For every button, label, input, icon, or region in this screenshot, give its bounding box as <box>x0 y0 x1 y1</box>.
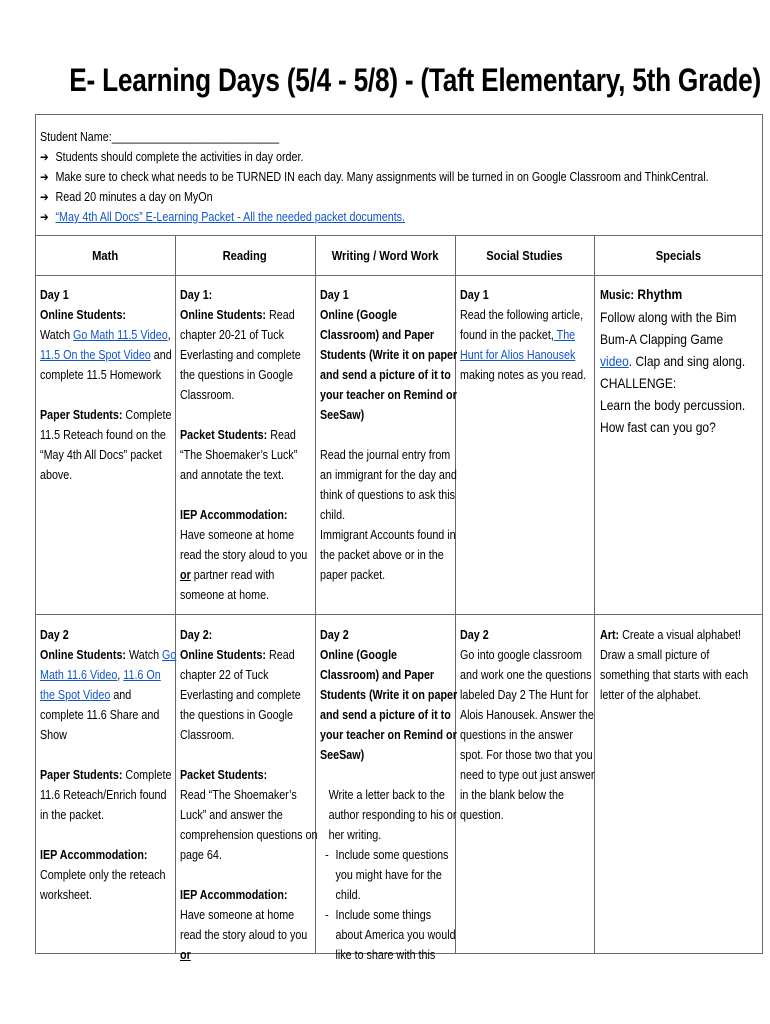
challenge-text: Learn the body percussion. How fast can you go? <box>600 397 746 435</box>
iep-label: IEP Accommodation: <box>40 848 148 862</box>
writing-text: Read the journal entry from an immigrant for the day and think of questions to ask this child. <box>320 448 457 522</box>
online-text: Online Students: Read chapter 20-21 of Tuck Everlasting and complete the questions in Google Classroom. <box>180 308 301 402</box>
writing-bullet: - Include some things about America you would like to share with this <box>320 905 458 965</box>
packet-link[interactable]: “May 4th All Docs” E-Learning Packet - All the needed packet documents. <box>55 210 406 224</box>
day1-writing-cell <box>320 285 480 585</box>
day-label: Day 1 <box>460 288 489 302</box>
arrow-icon: ➔ <box>40 170 49 184</box>
packet-text: Read “The Shoemaker’s Luck” and answer the comprehension questions on page 64. <box>180 788 318 862</box>
online-text: Watch Go Math 11.5 Video, 11.5 On the Spot Video and complete 11.5 Homework <box>40 328 172 382</box>
day-label: Day 1 <box>320 288 349 302</box>
header-specials: Specials <box>655 247 702 263</box>
day1-reading-cell <box>180 285 340 605</box>
packet-label: Packet Students: <box>180 768 268 782</box>
challenge-label: CHALLENGE: <box>600 375 677 391</box>
intro-section <box>40 127 750 227</box>
header-math: Math <box>91 247 119 263</box>
day2-specials-cell <box>600 625 770 705</box>
intro-bullet-text: Make sure to check what needs to be TURNED IN each day. Many assignments will be turned in on Google Classroom and ThinkCentral. <box>55 170 709 184</box>
social-text: Read the following article, found in the packet, The Hunt for Alios Hanousek making notes as you read. <box>460 308 587 382</box>
writing-text: Immigrant Accounts found in the packet above or in the paper packet. <box>320 528 456 582</box>
header-reading: Reading <box>222 247 268 263</box>
day1-social-cell <box>460 285 618 385</box>
day-label: Day 1 <box>40 288 69 302</box>
writing-bullet: - Include some questions you might have for the child. <box>320 845 458 905</box>
day-label: Day 2: <box>180 628 213 642</box>
paper-text: Paper Students: Complete 11.6 Reteach/Enrich found in the packet. <box>40 768 172 822</box>
day1-math-cell <box>40 285 200 485</box>
intro-bullet-text: Students should complete the activities in day order. <box>55 150 304 164</box>
video-link[interactable]: 11.6 On the Spot Video <box>40 668 161 702</box>
header-writing: Writing / Word Work <box>331 247 439 263</box>
online-text: Online (Google Classroom) and Paper Students (Write it on paper and send a picture of it to your teacher on Remind or SeeSaw) <box>320 648 458 762</box>
intro-bullet <box>40 167 709 187</box>
video-link[interactable]: Go Math 11.5 Video <box>73 328 168 342</box>
video-link[interactable]: video <box>600 353 629 369</box>
intro-bullet-text: Read 20 minutes a day on MyOn <box>55 190 213 204</box>
music-heading: Music: Rhythm <box>600 286 683 302</box>
day-label: Day 2 <box>40 628 69 642</box>
iep-label: IEP Accommodation: <box>180 888 288 902</box>
online-text: Online Students: Read chapter 22 of Tuck Everlasting and complete the questions in Google Classroom. <box>180 648 301 742</box>
table-divider <box>35 275 763 276</box>
iep-text: Have someone at home read the story aloud to you or partner read with someone at home. <box>180 528 308 602</box>
day1-specials-cell <box>600 283 770 438</box>
day2-social-cell <box>460 625 618 825</box>
iep-text: Have someone at home read the story aloud to you or <box>180 908 308 962</box>
day-label: Day 1: <box>180 288 213 302</box>
day2-writing-cell <box>320 625 480 965</box>
arrow-icon: ➔ <box>40 190 49 204</box>
day-label: Day 2 <box>320 628 349 642</box>
paper-text: Paper Students: Complete 11.5 Reteach found on the “May 4th All Docs” packet above. <box>40 408 172 482</box>
day2-reading-cell <box>180 625 340 965</box>
page-title: E- Learning Days (5/4 - 5/8) - (Taft Elementary, 5th Grade) <box>69 62 762 98</box>
day2-math-cell <box>40 625 200 905</box>
online-label: Online Students: <box>40 308 126 322</box>
iep-text: Complete only the reteach worksheet. <box>40 868 166 902</box>
online-text: Online (Google Classroom) and Paper Students (Write it on paper and send a picture of it to your teacher on Remind or SeeSaw) <box>320 308 458 422</box>
packet-text: Packet Students: Read “The Shoemaker’s Luck” and annotate the text. <box>180 428 298 482</box>
intro-bullet <box>40 147 651 167</box>
article-link[interactable]: The Hunt for Alios Hanousek <box>460 328 576 362</box>
header-social-studies: Social Studies <box>486 247 563 263</box>
iep-label: IEP Accommodation: <box>180 508 288 522</box>
arrow-icon: ➔ <box>40 150 49 164</box>
video-link[interactable]: 11.5 On the Spot Video <box>40 348 151 362</box>
video-link[interactable]: Go Math 11.6 Video <box>40 648 177 682</box>
arrow-icon: ➔ <box>40 210 49 224</box>
writing-text: Write a letter back to the author responding to his or her writing. <box>328 788 457 842</box>
art-text: Art: Create a visual alphabet! Draw a small picture of something that starts with each letter of the alphabet. <box>600 628 749 702</box>
day-label: Day 2 <box>460 628 489 642</box>
online-text: Online Students: Watch Go Math 11.6 Video, 11.6 On the Spot Video and complete 11.6 Share and Show <box>40 648 177 742</box>
intro-bullet <box>40 187 651 207</box>
table-divider <box>35 614 763 615</box>
intro-bullet <box>40 207 651 227</box>
student-name-line: Student Name:____________________________ <box>40 130 280 144</box>
music-text: Follow along with the Bim Bum-A Clapping Game video. Clap and sing along. <box>600 309 746 369</box>
social-text: Go into google classroom and work one the questions labeled Day 2 The Hunt for Alois Hanousek. Answer the questions in the answer spot. For those two that you need to type out just answer in the blank below the question. <box>460 648 595 822</box>
